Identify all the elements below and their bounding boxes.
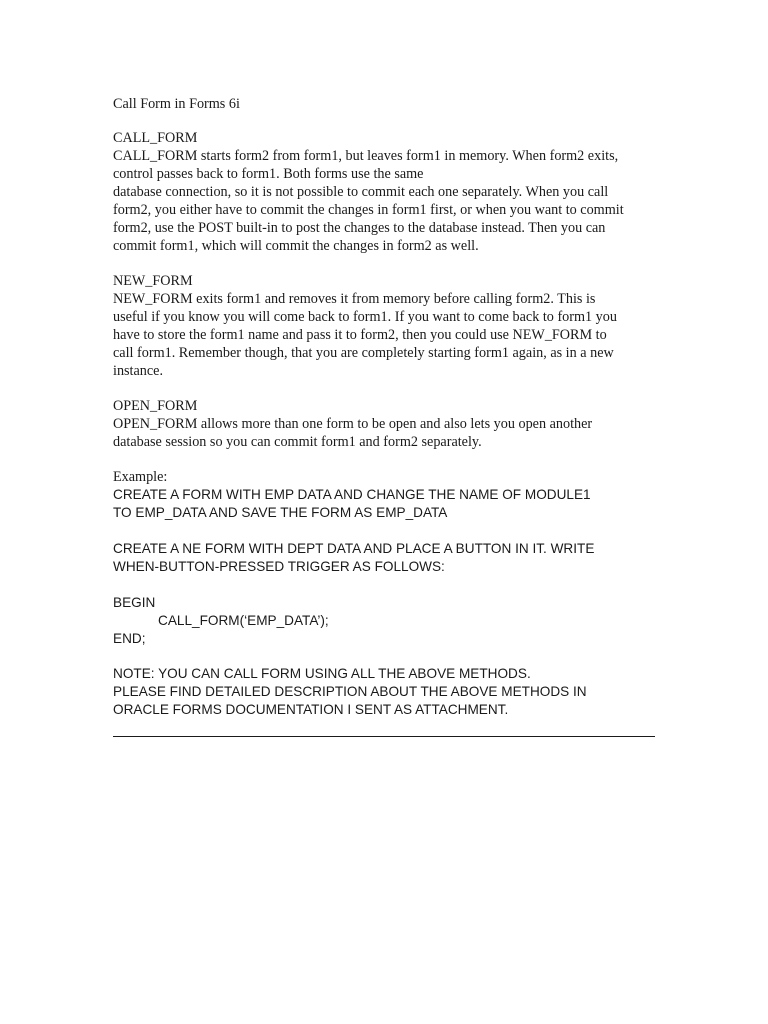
new-form-heading: NEW_FORM xyxy=(113,273,193,289)
new-form-paragraph-line: useful if you know you will come back to form1. If you want to come back to form1 you xyxy=(113,309,617,325)
code-end: END; xyxy=(113,631,146,646)
example-step-line: CREATE A NE FORM WITH DEPT DATA AND PLACE A BUTTON IN IT. WRITE xyxy=(113,541,595,556)
example-step-line: CREATE A FORM WITH EMP DATA AND CHANGE THE NAME OF MODULE1 xyxy=(113,487,591,502)
horizontal-rule xyxy=(113,736,655,737)
note-line: ORACLE FORMS DOCUMENTATION I SENT AS ATTACHMENT. xyxy=(113,702,509,717)
document-title: Call Form in Forms 6i xyxy=(113,96,240,112)
code-begin: BEGIN xyxy=(113,595,156,610)
open-form-paragraph-line: database session so you can commit form1 and form2 separately. xyxy=(113,434,482,450)
call-form-paragraph-line: form2, you either have to commit the changes in form1 first, or when you want to commit xyxy=(113,202,624,218)
note-line: PLEASE FIND DETAILED DESCRIPTION ABOUT THE ABOVE METHODS IN xyxy=(113,684,587,699)
new-form-paragraph-line: instance. xyxy=(113,363,164,379)
call-form-paragraph-line: database connection, so it is not possible to commit each one separately. When you call xyxy=(113,184,609,200)
example-heading: Example: xyxy=(113,469,168,485)
new-form-paragraph-line: NEW_FORM exits form1 and removes it from memory before calling form2. This is xyxy=(113,291,596,307)
call-form-paragraph-line: form2, use the POST built-in to post the changes to the database instead. Then you can xyxy=(113,220,606,236)
example-step-line: TO EMP_DATA AND SAVE THE FORM AS EMP_DATA xyxy=(113,505,448,520)
call-form-paragraph-line: CALL_FORM starts form2 from form1, but leaves form1 in memory. When form2 exits, xyxy=(113,148,619,164)
call-form-heading: CALL_FORM xyxy=(113,130,198,146)
new-form-paragraph-line: have to store the form1 name and pass it to form2, then you could use NEW_FORM to xyxy=(113,327,607,343)
example-step-line: WHEN-BUTTON-PRESSED TRIGGER AS FOLLOWS: xyxy=(113,559,445,574)
code-call-statement: CALL_FORM(‘EMP_DATA’); xyxy=(158,613,329,628)
new-form-paragraph-line: call form1. Remember though, that you are completely starting form1 again, as in a new xyxy=(113,345,614,361)
open-form-paragraph-line: OPEN_FORM allows more than one form to be open and also lets you open another xyxy=(113,416,593,432)
note-line: NOTE: YOU CAN CALL FORM USING ALL THE ABOVE METHODS. xyxy=(113,666,531,681)
call-form-paragraph-line: commit form1, which will commit the changes in form2 as well. xyxy=(113,238,479,254)
open-form-heading: OPEN_FORM xyxy=(113,398,198,414)
call-form-paragraph-line: control passes back to form1. Both forms use the same xyxy=(113,166,424,182)
